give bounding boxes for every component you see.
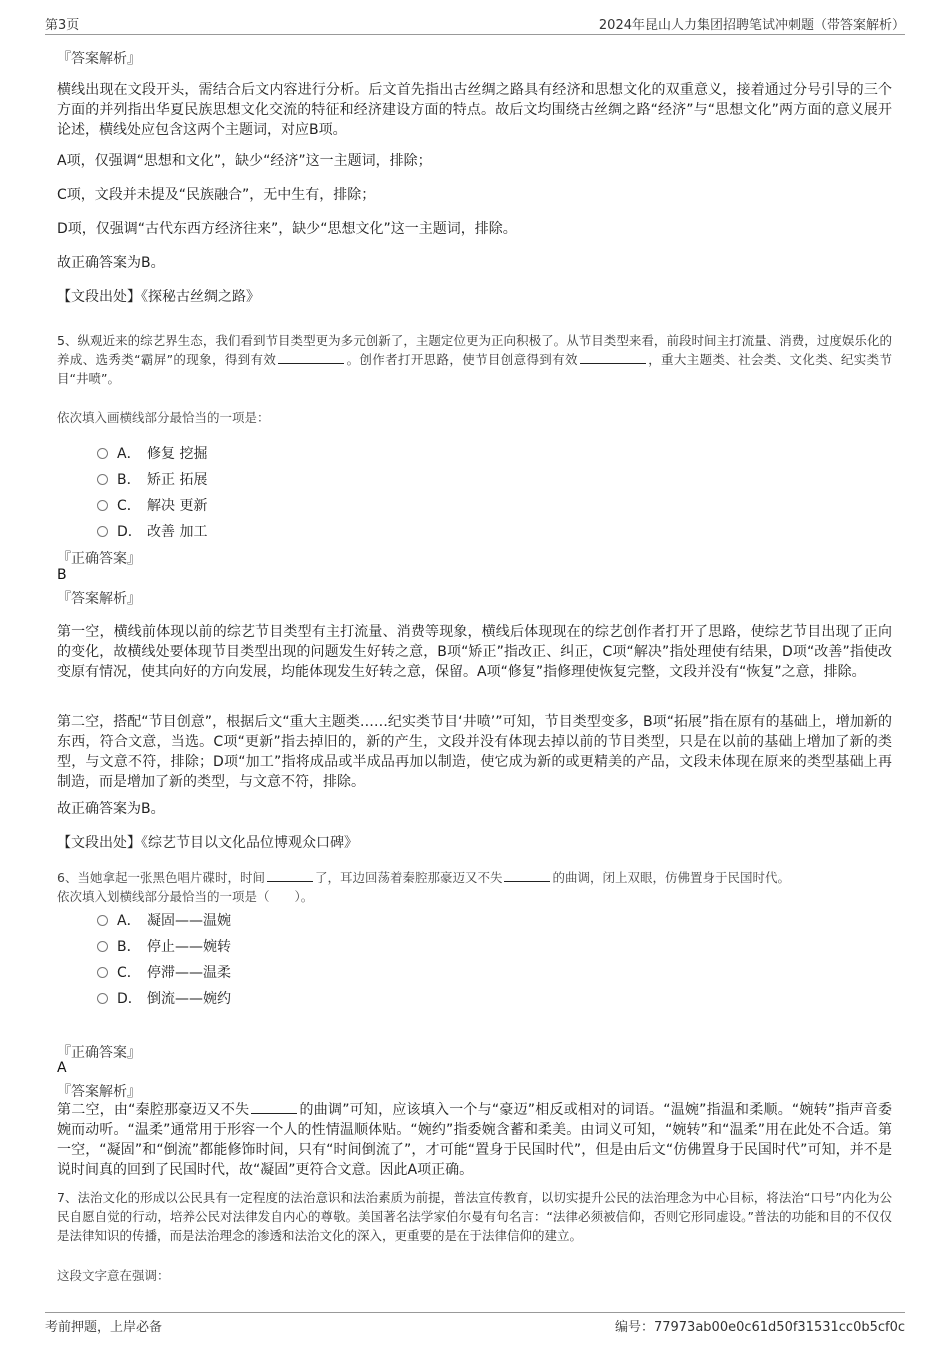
q4-analysis-option-a: A项，仅强调“思想和文化”，缺少“经济”这一主题词，排除； (57, 153, 432, 169)
q5-option-d[interactable]: D． 改善 加工 (97, 521, 207, 541)
page-footer (45, 1312, 905, 1338)
q5-option-c[interactable]: C． 解决 更新 (97, 495, 207, 515)
q4-source: 【文段出处】《探秘古丝绸之路》 (57, 289, 260, 305)
radio-icon[interactable] (97, 500, 108, 511)
page-header (45, 12, 905, 35)
q5-analysis-paragraph-2: 第二空，搭配“节目创意”，根据后文“重大主题类……纪实类节目‘井喷’”可知，节目类型变多，B项“拓展”指在原有的基础上，增加新的东西，符合文意，当选。C项“更新”指去掉旧的，新的产生，文段并没有体现去掉以前的节目类型，只是在以前的基础上增加了新的类型，与文意不符，排除；D项“加工”指将成品或半成品再加以制造，使它成为新的或更精美的产品，文段未体现在原来的类型基础上再制造，而是增加了新的类型，与文意不符，排除。 (57, 714, 892, 790)
q5-blank-1 (278, 351, 344, 364)
q5-analysis-paragraph-1: 第一空，横线前体现以前的综艺节目类型有主打流量、消费等现象，横线后体现现在的综艺创作者打开了思路，使综艺节目出现了正向的变化，故横线处要体现节目类型出现的问题发生好转之意，B项“矫正”指改正、纠正，C项“解决”指处理使有结果，D项“改善”指使改变原有情况，使其向好的方向发展，均能体现发生好转之意，保留。A项“修复”指修理使恢复完整，文段并没有“恢复”之意，排除。 (57, 624, 892, 680)
q6-correct-answer: A (57, 1060, 67, 1076)
q6-option-c[interactable]: C． 停滞——温柔 (97, 962, 231, 982)
q5-correct-label: 『正确答案』 (57, 551, 141, 567)
q5-option-a[interactable]: A． 修复 挖掘 (97, 443, 207, 463)
q5-stem-part-3: ，重大主题类、社会类、文化类、纪实类节目“井喷”。 (57, 352, 892, 386)
q5-analysis-label: 『答案解析』 (57, 591, 141, 607)
q7-stem: 7、法治文化的形成以公民具有一定程度的法治意识和法治素质为前提，普法宣传教育，以切实提升公民的法治理念为中心目标，将法治“口号”内化为公民自愿自觉的行动，培养公民对法律发自内心的尊敬。美国著名法学家伯尔曼有句名言：“法律必须被信仰，否则它形同虚设。”普法的功能和目的不仅仅是法律知识的传播，而是法治理念的渗透和法治文化的深入，更重要的是在于法律信仰的建立。 (57, 1190, 892, 1243)
q4-conclusion: 故正确答案为B。 (57, 255, 165, 271)
radio-icon[interactable] (97, 941, 108, 952)
q6-blank-1 (267, 869, 313, 882)
radio-icon[interactable] (97, 526, 108, 537)
q6-prompt: 依次填入划横线部分最恰当的一项是（ ）。 (57, 889, 314, 904)
q4-analysis-option-d: D项，仅强调“古代东西方经济往来”，缺少“思想文化”这一主题词，排除。 (57, 221, 517, 237)
q5-stem-part-2: 。创作者打开思路，使节目创意得到有效 (346, 352, 578, 367)
radio-icon[interactable] (97, 993, 108, 1004)
q6-analysis-part-2: 的曲调”可知，应该填入一个与“豪迈”相反或相对的词语。“温婉”指温和柔顺。“婉转”指声音委婉而动听。“温柔”通常用于形容一个人的性情温顺体贴。“婉约”指委婉含蓄和柔美。由词义可知，“婉转”和“温柔”用在此处不合适。第一空，“凝固”和“倒流”都能修饰时间，只有“时间倒流了”，才可能“置身于民国时代”，但是由后文“仿佛置身于民国时代”可知，并不是说时间真的回到了民国时代，故“凝固”更符合文意。因此A项正确。 (57, 1102, 892, 1178)
radio-icon[interactable] (97, 915, 108, 926)
radio-icon[interactable] (97, 967, 108, 978)
q6-stem-part-2: 了，耳边回荡着秦腔那豪迈又不失 (314, 870, 503, 885)
document-title: 2024年昆山人力集团招聘笔试冲刺题（带答案解析） (598, 18, 905, 33)
q5-correct-answer: B (57, 567, 67, 583)
q5-option-b[interactable]: B． 矫正 拓展 (97, 469, 207, 489)
q5-source: 【文段出处】《综艺节目以文化品位博观众口碑》 (57, 835, 358, 851)
q6-option-b[interactable]: B． 停止——婉转 (97, 936, 231, 956)
footer-slogan: 考前押题，上岸必备 (45, 1320, 163, 1335)
q5-blank-2 (580, 351, 646, 364)
q5-stem (57, 331, 892, 388)
radio-icon[interactable] (97, 474, 108, 485)
q6-analysis-part-1: 第二空，由“秦腔那豪迈又不失 (57, 1102, 250, 1118)
q6-stem-part-1: 6、当她拿起一张黑色唱片碟时，时间 (57, 870, 265, 885)
q6-option-d[interactable]: D． 倒流——婉约 (97, 988, 231, 1008)
q4-analysis-label: 『答案解析』 (57, 51, 141, 67)
q6-stem-part-3: 的曲调，闭上双眼，仿佛置身于民国时代。 (552, 870, 790, 885)
page-number: 第3页 (45, 18, 80, 33)
q6-analysis-paragraph (57, 1100, 892, 1180)
q7-prompt: 这段文字意在强调： (57, 1268, 170, 1283)
q5-stem-part-1: 5、纵观近来的综艺界生态，我们看到节目类型更为多元创新了，主题定位更为正向积极了。从节目类型来看，前段时间主打流量、消费，过度娱乐化的养成、选秀类“霸屏”的现象，得到有效 (57, 333, 892, 367)
q5-conclusion: 故正确答案为B。 (57, 801, 165, 817)
q6-analysis-label: 『答案解析』 (57, 1084, 141, 1100)
q4-analysis-option-c: C项，文段并未提及“民族融合”，无中生有，排除； (57, 187, 376, 203)
q6-stem (57, 868, 790, 886)
document-code: 编号：77973ab00e0c61d50f31531cc0b5cf0c (614, 1320, 905, 1335)
q6-blank-2 (504, 869, 550, 882)
radio-icon[interactable] (97, 448, 108, 459)
q6-analysis-blank (251, 1101, 297, 1114)
q6-correct-label: 『正确答案』 (57, 1045, 141, 1061)
q4-analysis-paragraph: 横线出现在文段开头，需结合后文内容进行分析。后文首先指出古丝绸之路具有经济和思想文化的双重意义，接着通过分号引导的三个方面的并列指出华夏民族思想文化交流的特征和经济建设方面的特点。故后文均围绕古丝绸之路“经济”与“思想文化”两方面的意义展开论述，横线处应包含这两个主题词，对应B项。 (57, 82, 892, 138)
q6-option-a[interactable]: A． 凝固——温婉 (97, 910, 231, 930)
q5-prompt: 依次填入画横线部分最恰当的一项是： (57, 410, 270, 425)
